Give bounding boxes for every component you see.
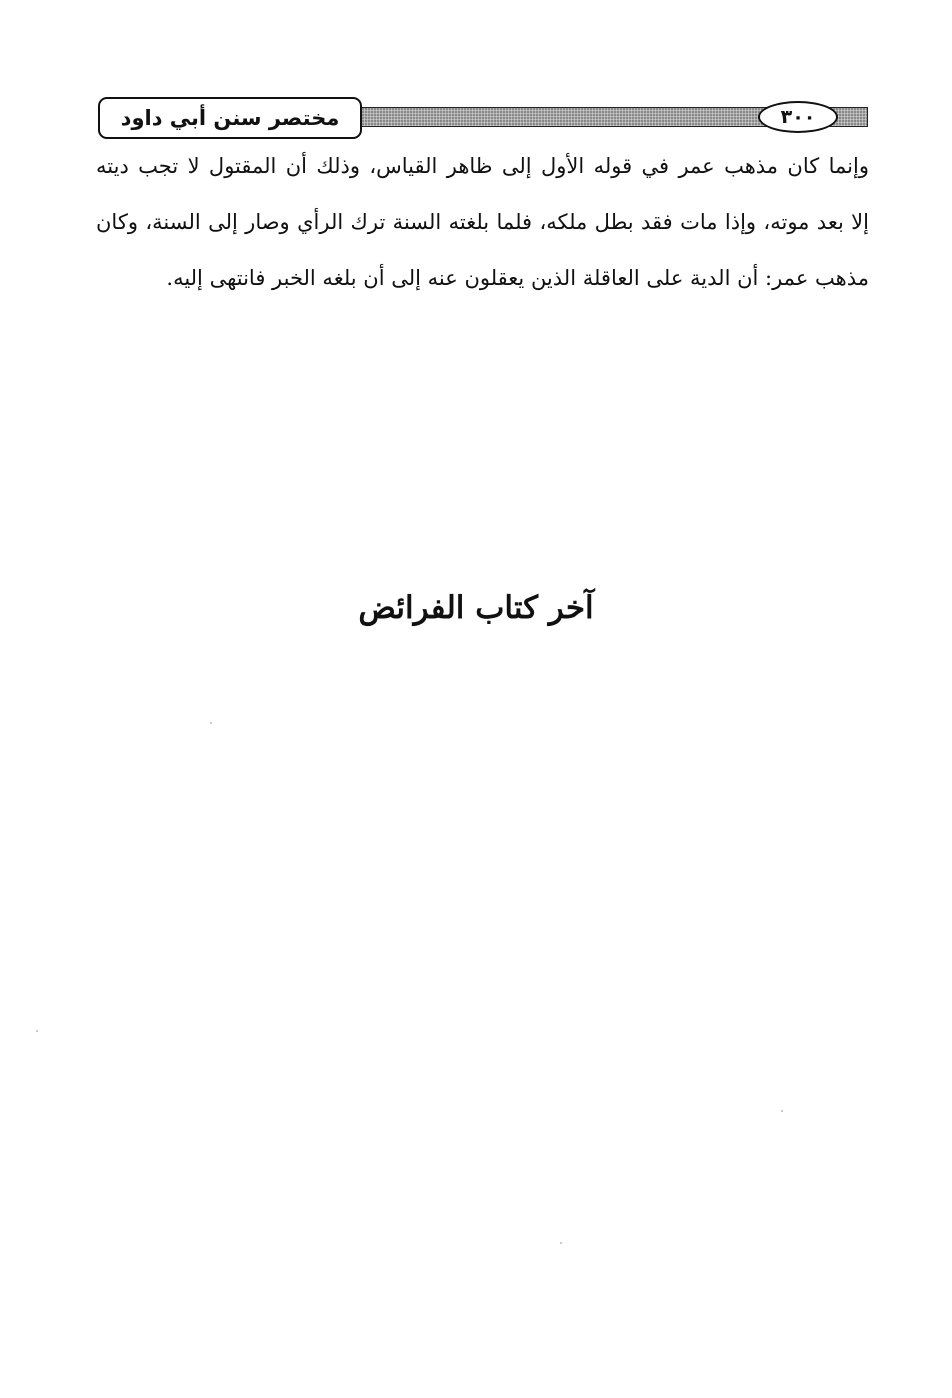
book-title-box <box>98 97 362 139</box>
running-header <box>98 97 868 139</box>
text-line: إلا بعد موته، وإذا مات فقد بطل ملكه، فلما بلغته السنة ترك الرأي وصار إلى السنة، وكان <box>96 210 869 234</box>
scan-speck <box>36 1030 38 1032</box>
page-number: ٣٠٠ <box>780 106 816 128</box>
scan-speck <box>781 1110 783 1112</box>
scan-speck <box>210 722 212 724</box>
text-line: مذهب عمر: أن الدية على العاقلة الذين يعقلون عنه إلى أن بلغه الخبر فانتهى إليه. <box>166 266 869 290</box>
page-number-oval <box>758 101 838 133</box>
body-paragraph <box>96 142 869 310</box>
scan-speck <box>560 1242 562 1244</box>
text-line: وإنما كان مذهب عمر في قوله الأول إلى ظاهر القياس، وذلك أن المقتول لا تجب ديته <box>96 154 869 178</box>
book-title: مختصر سنن أبي داود <box>120 106 340 130</box>
section-end-heading: آخر كتاب الفرائض <box>358 590 594 626</box>
